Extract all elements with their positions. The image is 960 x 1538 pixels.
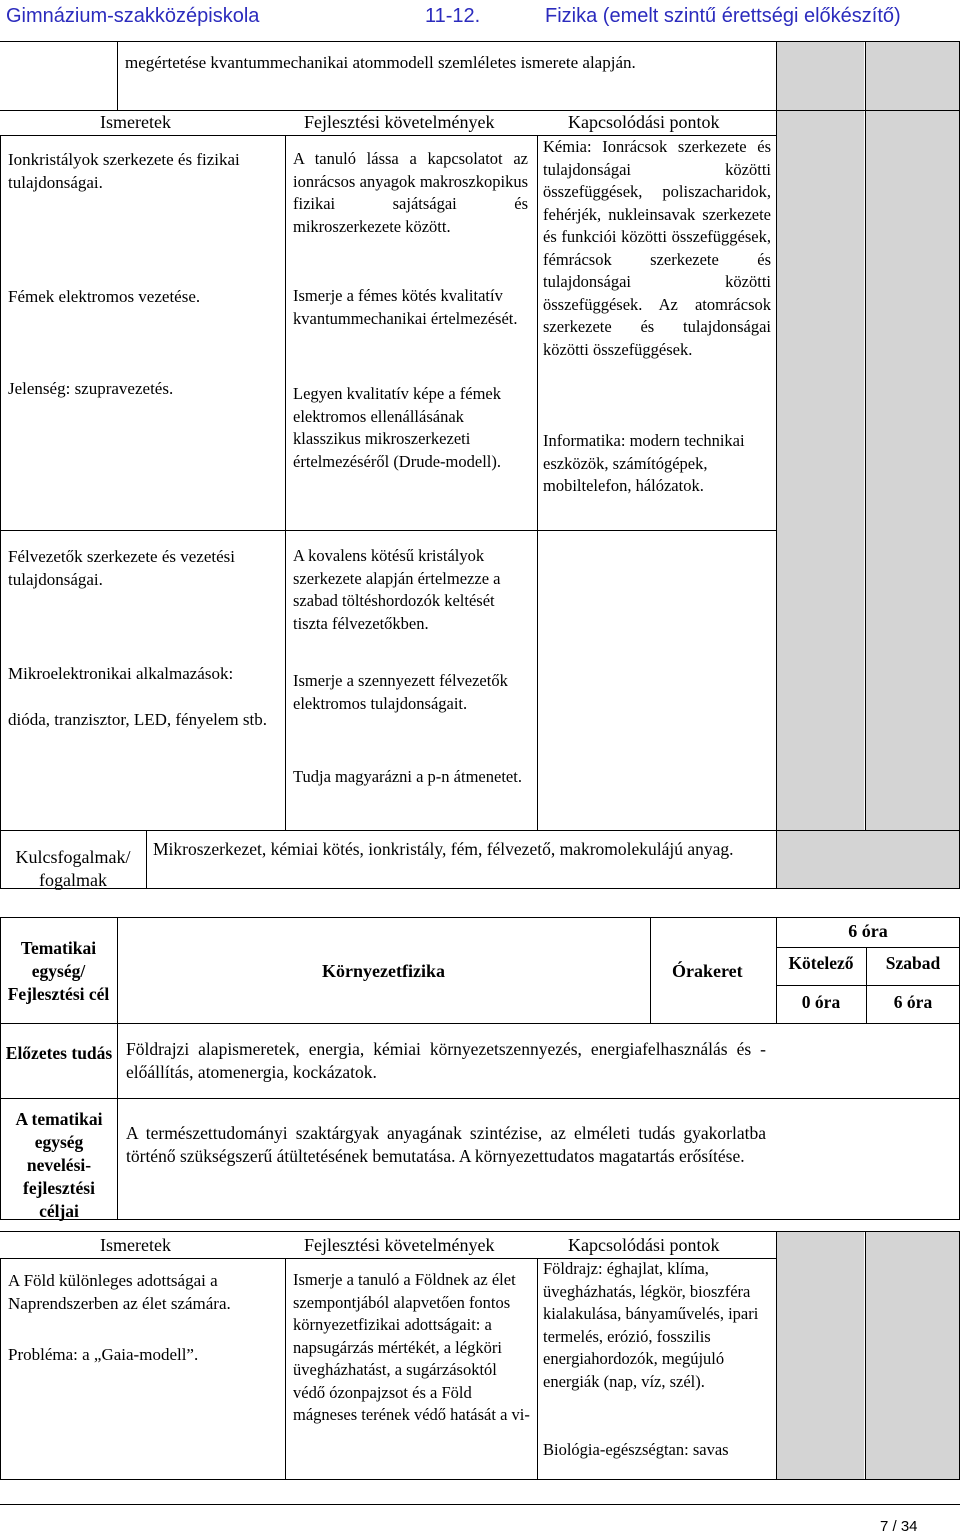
col-header-fejlesztesi-2: Fejlesztési követelmények <box>304 1235 495 1255</box>
s1-fejlesztesi-1: A tanuló lássa a kapcsolatot az ionrácsos anyagok makroszkopikus fizikai sajátságai és mikroszerkezete között. <box>293 149 528 236</box>
s2-ismeretek-2: Mikroelektronikai alkalmazások: <box>8 664 234 683</box>
s3-ismeretek-2: Probléma: a „Gaia-modell”. <box>8 1345 199 1364</box>
gray-column-3 <box>776 1231 864 1479</box>
kulcsfogalmak-label: Kulcsfogalmak/ fogalmak <box>15 847 131 890</box>
s2-fejlesztesi-2: Ismerje a szennyezett félvezetők elektromos tulajdonságait. <box>293 671 508 713</box>
elozetes-label: Előzetes tudás <box>5 1043 113 1063</box>
page-number: 7 / 34 <box>880 1518 918 1535</box>
unit2-szabad-value: 6 óra <box>893 992 933 1012</box>
gray-column-2 <box>866 42 960 830</box>
s1-fejlesztesi-2: Ismerje a fémes kötés kvalitatív kvantummechanikai értelmezését. <box>293 286 518 328</box>
kulcsfogalmak-text: Mikroszerkezet, kémiai kötés, ionkristály, fém, félvezető, makromolekulájú anyag. <box>153 839 734 859</box>
s3-ismeretek-1: A Föld különleges adottságai a Naprendszerben az élet számára. <box>8 1271 231 1313</box>
s2-fejlesztesi-3: Tudja magyarázni a p-n átmenetet. <box>293 767 522 786</box>
col-header-ismeretek-2: Ismeretek <box>100 1235 171 1255</box>
gray-cell-kulcs <box>776 830 960 888</box>
s2-fejlesztesi-1: A kovalens kötésű kristályok szerkezete alapján értelmezze a szabad töltéshordozók keltését tiszta félvezetőkben. <box>293 546 501 633</box>
s1-fejlesztesi-3: Legyen kvalitatív képe a fémek elektromos ellenállásának klasszikus mikroszerkezeti értelmezéséről (Drude-modell). <box>293 384 501 471</box>
col-header-fejlesztesi: Fejlesztési követelmények <box>304 112 495 132</box>
header-school: Gimnázium-szakközépiskola <box>6 5 260 27</box>
gray-column-4 <box>866 1231 960 1479</box>
s2-ismeretek-3: dióda, tranzisztor, LED, fényelem stb. <box>8 710 267 729</box>
unit2-szabad-label: Szabad <box>885 953 941 973</box>
header-grade: 11-12. <box>425 5 481 27</box>
s1-kapcsolodasi-1: Kémia: Ionrácsok szerkezete és tulajdonságai közötti összefüggések, poliszacharidok, fehérjék, nukleinsavak szerkezete és funkciói közötti összefüggések, fémrácsok szerkezete és tulajdonságai közötti összefüggések. Az atomrácsok szerkezete és tulajdonságai közötti összefüggések. <box>543 137 771 359</box>
s1-ismeretek-3: Jelenség: szupravezetés. <box>8 379 174 398</box>
s1-ismeretek-2: Fémek elektromos vezetése. <box>8 287 201 306</box>
gray-column-1 <box>776 42 864 830</box>
s1-kapcsolodasi-2: Informatika: modern technikai eszközök, számítógépek, mobiltelefon, hálózatok. <box>543 431 745 495</box>
unit2-title: Környezetfizika <box>322 961 445 981</box>
col-header-ismeretek: Ismeretek <box>100 112 171 132</box>
header-subject: Fizika (emelt szintű érettségi előkészítő) <box>545 5 901 27</box>
celjai-text: A természettudományi szaktárgyak anyagának szintézise, az elméleti tudás gyakorlatba történő szükségszerű átültetésének bemutatása. A környezettudatos magatartás erősítése. <box>126 1123 766 1166</box>
top-row-text: megértetése kvantummechanikai atommodell szemléletes ismerete alapján. <box>125 53 636 72</box>
unit2-label: Tematikai egység/ Fejlesztési cél <box>7 938 110 1004</box>
unit2-orakeret-label: Órakeret <box>672 961 743 981</box>
unit2-kotelezo-label: Kötelező <box>788 953 854 973</box>
col-header-kapcsolodasi: Kapcsolódási pontok <box>568 112 720 132</box>
s3-kapcsolodasi-1: Földrajz: éghajlat, klíma, üvegházhatás, légkör, bioszféra kialakulása, bányaművelés, ipari termelés, erózió, fosszilis energiahordozók, megújuló energiák (nap, víz, szél). <box>543 1259 759 1391</box>
s2-ismeretek-1: Félvezetők szerkezete és vezetési tulajdonságai. <box>8 547 236 589</box>
s3-kapcsolodasi-2: Biológia-egészségtan: savas <box>543 1440 729 1459</box>
unit2-kotelezo-value: 0 óra <box>801 992 841 1012</box>
page-header <box>0 0 960 42</box>
col-header-kapcsolodasi-2: Kapcsolódási pontok <box>568 1235 720 1255</box>
s1-ismeretek-1: Ionkristályok szerkezete és fizikai tulajdonságai. <box>8 150 240 192</box>
elozetes-text: Földrajzi alapismeretek, energia, kémiai környezetszennyezés, energiafelhasználás és -előállítás, atomenergia, kockázatok. <box>126 1039 766 1082</box>
unit2-total: 6 óra <box>848 921 888 941</box>
s3-fejlesztesi: Ismerje a tanuló a Földnek az élet szempontjából alapvetően fontos környezetfizikai adottságait: a napsugárzás mértékét, a légköri üvegházhatást, a sugárzásoktól védő ózonpajzsot és a Föld mágneses terének védő hatását a vi- <box>293 1270 530 1424</box>
celjai-label: A tematikai egység nevelési-fejlesztési céljai <box>15 1109 103 1221</box>
